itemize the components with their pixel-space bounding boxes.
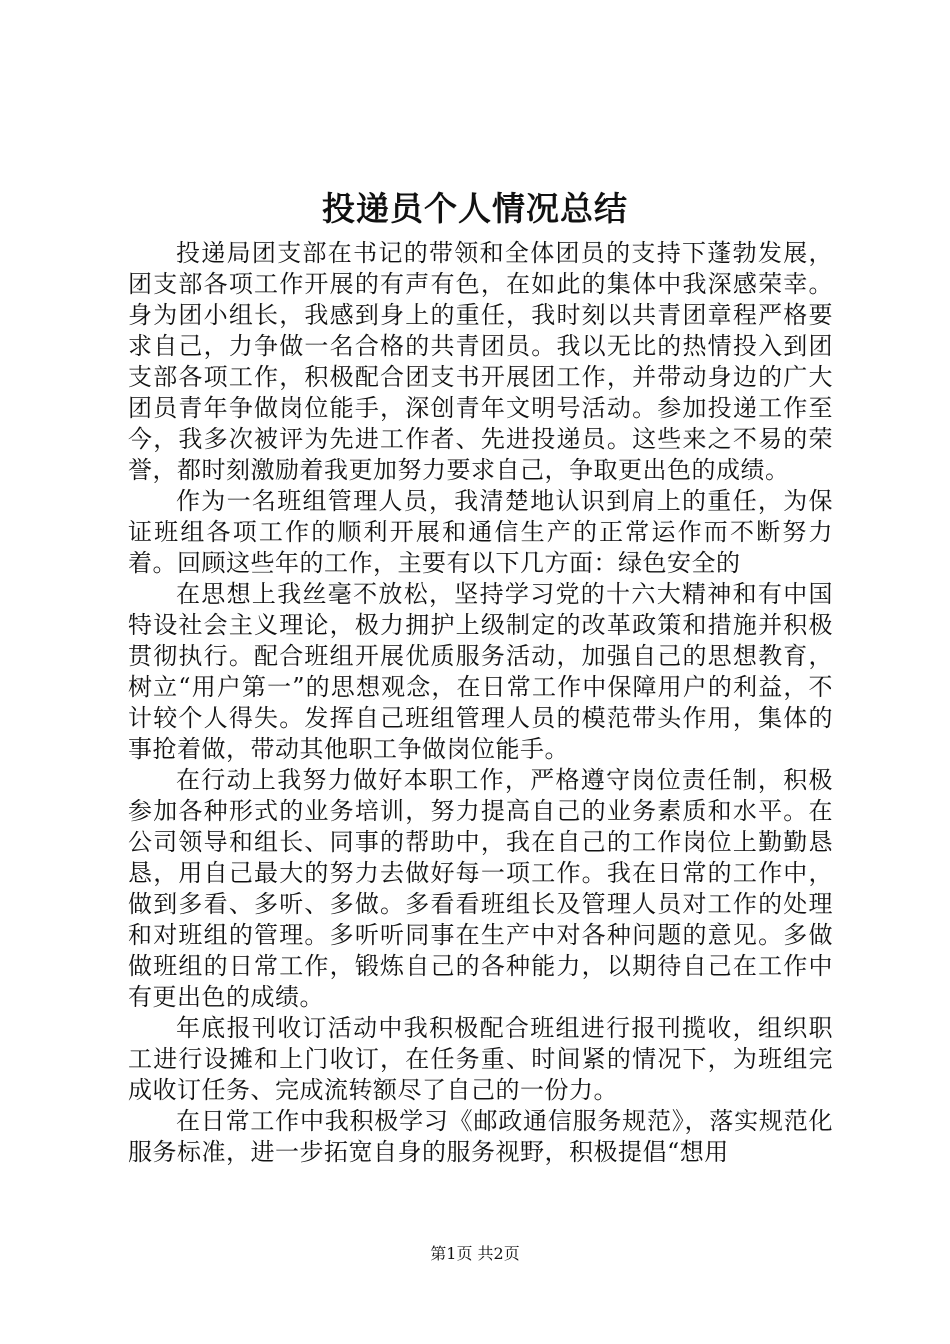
paragraph-2: 作为一名班组管理人员，我清楚地认识到肩上的重任，为保证班组各项工作的顺利开展和通信生产的正常运作而不断努力着。回顾这些年的工作，主要有以下几方面：绿色安全的 bbox=[128, 487, 833, 577]
paragraph-3: 在思想上我丝毫不放松，坚持学习党的十六大精神和有中国特设社会主义理论，极力拥护上级制定的改革政策和措施并积极贯彻执行。配合班组开展优质服务活动，加强自己的思想教育，树立“用户第一”的思想观念，在日常工作中保障用户的利益，不计较个人得失。发挥自己班组管理人员的模范带头作用，集体的事抢着做，带动其他职工争做岗位能手。 bbox=[128, 580, 833, 763]
document-title: 投递员个人情况总结 bbox=[322, 189, 628, 228]
document-body bbox=[128, 238, 833, 1168]
paragraph-6: 在日常工作中我积极学习《邮政通信服务规范》，落实规范化服务标准，进一步拓宽自身的服务视野，积极提倡“想用 bbox=[128, 1107, 833, 1166]
paragraph-1: 投递局团支部在书记的带领和全体团员的支持下蓬勃发展，团支部各项工作开展的有声有色，在如此的集体中我深感荣幸。身为团小组长，我感到身上的重任，我时刻以共青团章程严格要求自己，力争做一名合格的共青团员。我以无比的热情投入到团支部各项工作，积极配合团支书开展团工作，并带动身边的广大团员青年争做岗位能手，深创青年文明号活动。参加投递工作至今，我多次被评为先进工作者、先进投递员。这些来之不易的荣誉，都时刻激励着我更加努力要求自己，争取更出色的成绩。 bbox=[128, 239, 833, 484]
paragraph-4: 在行动上我努力做好本职工作，严格遵守岗位责任制，积极参加各种形式的业务培训，努力提高自己的业务素质和水平。在公司领导和组长、同事的帮助中，我在自己的工作岗位上勤勤恳恳，用自己最大的努力去做好每一项工作。我在日常的工作中，做到多看、多听、多做。多看看班组长及管理人员对工作的处理和对班组的管理。多听听同事在生产中对各种问题的意见。多做做班组的日常工作，锻炼自己的各种能力，以期待自己在工作中有更出色的成绩。 bbox=[128, 766, 833, 1011]
page-footer bbox=[0, 1242, 950, 1266]
page-indicator: 第1页 共2页 bbox=[430, 1244, 520, 1263]
paragraph-5: 年底报刊收订活动中我积极配合班组进行报刊揽收，组织职工进行设摊和上门收订，在任务重、时间紧的情况下，为班组完成收订任务、完成流转额尽了自己的一份力。 bbox=[128, 1014, 833, 1104]
